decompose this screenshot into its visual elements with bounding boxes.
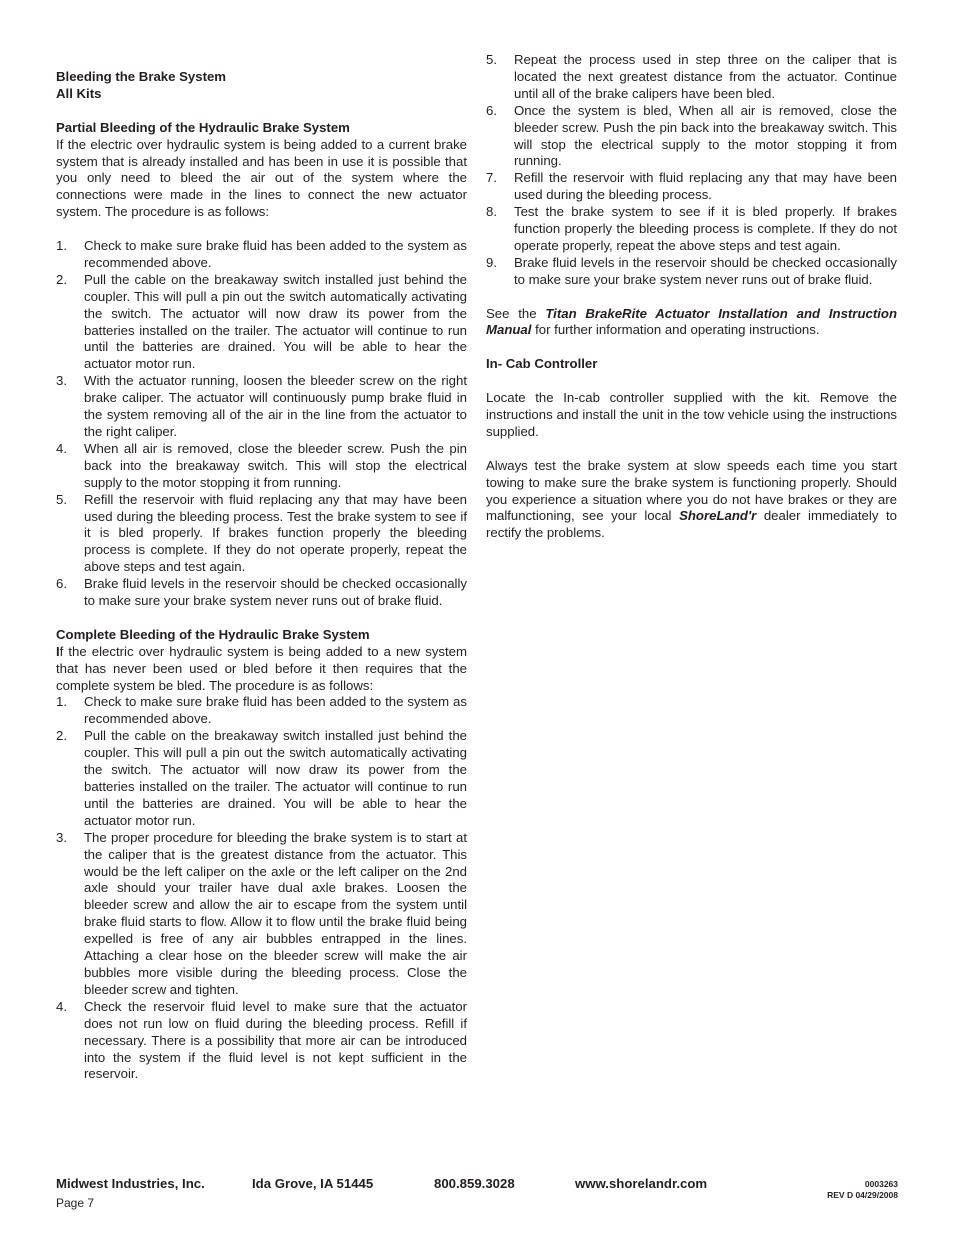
partial-bleeding-heading: Partial Bleeding of the Hydraulic Brake System: [56, 119, 350, 135]
complete-bleeding-steps: [56, 694, 467, 1083]
complete-bleeding-heading: Complete Bleeding of the Hydraulic Brake System: [56, 626, 370, 642]
in-cab-heading: In- Cab Controller: [486, 356, 598, 372]
document-code: [827, 1179, 898, 1201]
page-footer: [56, 1176, 898, 1216]
step-number: 5.: [486, 52, 497, 67]
complete-step-3: [56, 830, 467, 999]
paragraph-text-end: dealer immediately to rectify the problems.: [486, 508, 897, 541]
step-text: Check to make sure brake fluid has been added to the system as recommended above.: [84, 694, 467, 727]
brand-name: ShoreLand'r: [679, 508, 757, 524]
step-text: The proper procedure for bleeding the brake system is to start at the caliper that is the greatest distance from the actuator. This would be the left caliper on the axle or the left caliper on the 2nd axle should your trailer have dual axle brakes. Loosen the bleeder screw and allow the air to escape from the system until brake fluid starts to flow. Allow it to flow until the brake fluid being expelled is free of any air bubbles entrapped in the lines. Attaching a clear hose on the bleeder screw will make the air bubbles more visible during the bleeding process. Close the bleeder screw and tighten.: [84, 829, 467, 997]
partial-step-4: [56, 441, 467, 492]
in-cab-paragraph-1: Locate the In-cab controller supplied with the kit. Remove the instructions and install the unit in the tow vehicle using the instructions supplied.: [486, 390, 897, 439]
complete-step-4: [56, 999, 467, 1084]
partial-step-1: [56, 238, 467, 272]
partial-bleeding-intro: If the electric over hydraulic system is being added to a current brake system that is already installed and has been in use it is possible that you only need to bleed the air out of the system where the connections were made in the lines to connect the new actuator system. The procedure is as follows:: [56, 136, 467, 220]
step-text: Brake fluid levels in the reservoir should be checked occasionally to make sure your brake system never runs out of brake fluid.: [84, 576, 467, 609]
step-text: Refill the reservoir with fluid replacing any that may have been used during the bleeding process. Test the brake system to see if it is bled properly. If brakes function properly the bleeding process is complete. If they do not operate properly, repeat the above steps and test again.: [84, 491, 467, 575]
section-subtitle: All Kits: [56, 85, 102, 101]
step-text: Pull the cable on the breakaway switch installed just behind the coupler. This will pull a pin out the switch automatically activating the switch. The actuator will now draw its power from the batteries installed on the trailer. The actuator will continue to run until the batteries are drained. You will be able to hear the actuator motor run.: [84, 271, 467, 372]
step-number: 5.: [56, 491, 67, 507]
step-text: When all air is removed, close the bleeder screw. Push the pin back into the breakaway switch. This will stop the electrical supply to the motor stopping it from running.: [84, 440, 467, 490]
step-number: 9.: [486, 254, 497, 270]
partial-step-3: [56, 373, 467, 441]
doc-revision: REV D 04/29/2008: [827, 1190, 898, 1200]
step-number: 2.: [56, 728, 67, 744]
complete-step-8: [486, 204, 897, 255]
partial-step-5: [56, 492, 467, 577]
complete-step-9: [486, 255, 897, 289]
step-number: 8.: [486, 204, 497, 220]
reference-text: See the: [486, 305, 546, 321]
page-number: Page 7: [56, 1196, 95, 1210]
step-text: Once the system is bled, When all air is removed, close the bleeder screw. Push the pin back into the breakaway switch. This will stop the electrical supply to the motor stopping it from running.: [514, 102, 897, 169]
intro-initial: I: [56, 643, 60, 659]
intro-text: f the electric over hydraulic system is being added to a new system that has never been used or bled before it then requires that the complete system be bled. The procedure is as follows:: [56, 643, 467, 693]
step-text: With the actuator running, loosen the bleeder screw on the right brake caliper. The actuator will continuously pump brake fluid in the system removing all of the air in the line from the actuator to the right caliper.: [84, 373, 467, 439]
step-text: Refill the reservoir with fluid replacing any that may have been used during the bleeding process.: [514, 170, 897, 203]
step-text: Check the reservoir fluid level to make sure that the actuator does not run low on fluid during the bleeding process. Refill if necessary. There is a possibility that more air can be introduced into the system if the fluid level is not kept sufficient in the reservoir.: [84, 998, 467, 1082]
complete-step-2: [56, 728, 467, 829]
step-number: 4.: [56, 440, 67, 456]
section-title: Bleeding the Brake System: [56, 69, 227, 84]
step-number: 4.: [56, 998, 67, 1014]
complete-step-1: [56, 694, 467, 728]
step-text: Pull the cable on the breakaway switch installed just behind the coupler. This will pull a pin out the switch automatically activating the switch. The actuator will now draw its power from the batteries installed on the trailer. The actuator will continue to run until the batteries are drained. You will be able to hear the actuator motor run.: [84, 728, 467, 828]
paragraph-text: Always test the brake system at slow speeds each time you start towing to make sure the brake system is functioning properly. Should you experience a situation where you do not have brakes or they are malfunctioning, see your local: [486, 457, 897, 524]
step-number: 2.: [56, 271, 67, 287]
company-location: Ida Grove, IA 51445: [252, 1176, 374, 1191]
partial-step-6: [56, 576, 467, 610]
step-text: Test the brake system to see if it is bled properly. If brakes function properly the bleeding process is complete. If they do not operate properly, repeat the above steps and test again.: [514, 204, 897, 253]
step-number: 3.: [56, 373, 67, 389]
step-text: Check to make sure brake fluid has been added to the system as recommended above.: [84, 238, 467, 270]
complete-step-5: [486, 52, 897, 103]
step-text: Brake fluid levels in the reservoir should be checked occasionally to make sure your brake system never runs out of brake fluid.: [514, 254, 897, 287]
doc-number: 0003263: [864, 1179, 898, 1189]
manual-title: Titan BrakeRite Actuator Installation and Instruction Manual: [486, 305, 897, 338]
company-website: www.shorelandr.com: [575, 1176, 708, 1191]
step-number: 6.: [56, 576, 67, 592]
manual-reference: [486, 306, 897, 340]
step-number: 1.: [56, 238, 67, 254]
step-number: 7.: [486, 170, 497, 186]
partial-bleeding-steps: [56, 238, 467, 610]
complete-bleeding-steps-continued: [486, 52, 897, 289]
complete-step-6: [486, 103, 897, 171]
step-number: 3.: [56, 829, 67, 845]
left-column: [56, 69, 467, 1083]
company-name: Midwest Industries, Inc.: [56, 1176, 205, 1191]
step-text: Repeat the process used in step three on the caliper that is located the next greatest distance from the actuator. Continue until all of the brake calipers have been bled.: [514, 52, 897, 101]
company-phone: 800.859.3028: [434, 1176, 515, 1191]
right-column: [486, 52, 897, 542]
step-number: 1.: [56, 694, 67, 710]
in-cab-paragraph-2: [486, 458, 897, 543]
complete-step-7: [486, 170, 897, 204]
step-number: 6.: [486, 102, 497, 118]
partial-step-2: [56, 272, 467, 373]
reference-text-end: for further information and operating instructions.: [531, 322, 820, 338]
complete-bleeding-intro: [56, 644, 467, 695]
